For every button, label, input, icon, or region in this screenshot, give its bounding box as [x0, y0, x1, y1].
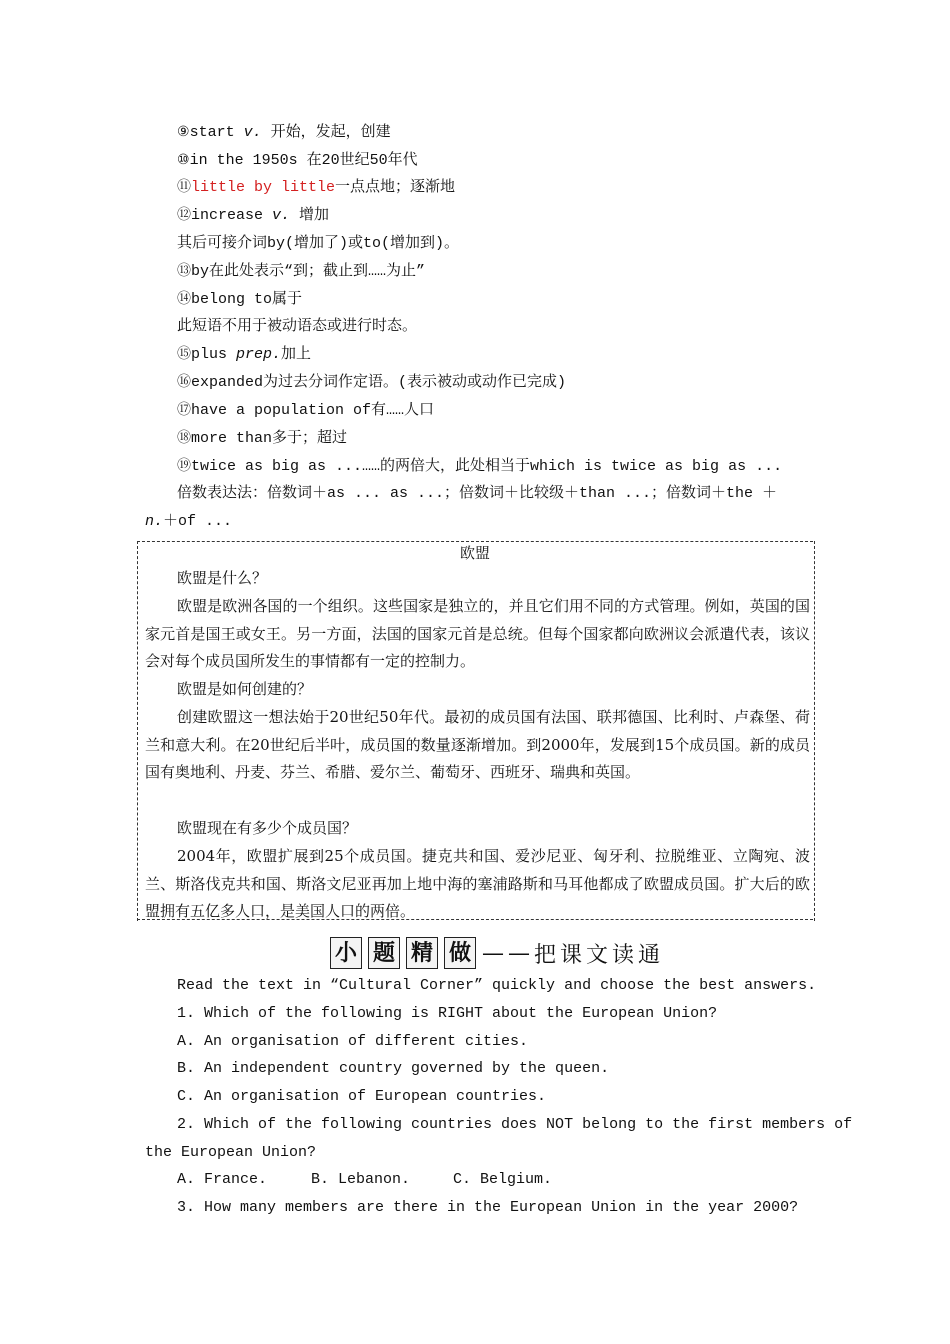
- question-1-option-c: C. An organisation of European countries.: [177, 1088, 547, 1105]
- eu-box-title: 欧盟: [459, 544, 490, 562]
- eu-answer-2: 创建欧盟这一想法始于20世纪50年代。最初的成员国有法国、联邦德国、比利时、卢森堡、荷兰和意大利。在20世纪后半叶，成员国的数量逐渐增加。到2000年，发展到15个成员国。新的成员国有奥地利、丹麦、芬兰、希腊、爱尔兰、葡萄牙、西班牙、瑞典和英国。: [145, 708, 810, 782]
- note-14-detail: 此短语不用于被动语态或进行时态。: [177, 318, 418, 335]
- multiplier-note-line1: 倍数表达法：倍数词＋as ... as ...；倍数词＋比较级＋than ...；倍数词＋the ＋: [177, 485, 778, 502]
- question-1-option-b: B. An independent country governed by the queen.: [177, 1060, 610, 1077]
- eu-box-top-border: [137, 541, 813, 542]
- note-16: ⑯expanded为过去分词作定语。(表示被动或动作已完成): [177, 374, 567, 391]
- note-11: ⑪little by little一点点地；逐渐地: [177, 179, 456, 196]
- question-1-option-a: A. An organisation of different cities.: [177, 1033, 529, 1050]
- note-15: ⑮plus prep.加上: [177, 346, 312, 363]
- eu-question-3: 欧盟现在有多少个成员国？: [177, 819, 358, 837]
- note-13: ⑬by在此处表示“到；截止到……为止”: [177, 263, 426, 280]
- note-12: ⑫increase v. 增加: [177, 207, 330, 224]
- note-10: ⑩in the 1950s 在20世纪50年代: [177, 152, 418, 169]
- question-2-option-c: C. Belgium.: [453, 1171, 553, 1188]
- eu-question-2: 欧盟是如何创建的？: [177, 680, 313, 698]
- heading-dash: ——: [482, 940, 534, 966]
- note-9: ⑨start v. 开始，发起，创建: [177, 124, 391, 141]
- note-17: ⑰have a population of有……人口: [177, 402, 435, 419]
- note-19: ⑲twice as big as ...……的两倍大，此处相当于which is twice as big as ...: [177, 458, 783, 475]
- question-2-options: [177, 1170, 552, 1190]
- question-2-option-b: B. Lebanon.: [311, 1171, 411, 1188]
- question-1: 1. Which of the following is RIGHT about the European Union?: [177, 1005, 718, 1022]
- question-3: 3. How many members are there in the European Union in the year 2000?: [177, 1199, 799, 1216]
- heading-char-4: 做: [444, 937, 476, 969]
- heading-char-3: 精: [406, 937, 438, 969]
- eu-answer-1: 欧盟是欧洲各国的一个组织。这些国家是独立的，并且它们用不同的方式管理。例如，英国的国家元首是国王或女王。另一方面，法国的国家元首是总统。但每个国家都向欧洲议会派遣代表，该议会对每个成员国所发生的事情都有一定的控制力。: [145, 597, 810, 671]
- heading-text: 把课文读通: [534, 942, 665, 968]
- question-2-option-a: A. France.: [177, 1171, 268, 1188]
- heading-char-2: 题: [368, 937, 400, 969]
- exercise-instruction: Read the text in “Cultural Corner” quickly and choose the best answers.: [177, 977, 817, 994]
- note-14: ⑭belong to属于: [177, 291, 303, 308]
- question-2: 2. Which of the following countries does NOT belong to the first members of: [177, 1116, 853, 1133]
- section-heading: [330, 936, 664, 970]
- note-18: ⑱more than多于；超过: [177, 430, 348, 447]
- question-2-continued: the European Union?: [145, 1144, 317, 1161]
- multiplier-note-line2: n.＋of ...: [145, 513, 233, 530]
- eu-answer-3: 2004年，欧盟扩展到25个成员国。捷克共和国、爱沙尼亚、匈牙利、拉脱维亚、立陶宛、波兰、斯洛伐克共和国、斯洛文尼亚再加上地中海的塞浦路斯和马耳他都成了欧盟成员国。扩大后的欧盟拥有五亿多人口，是美国人口的两倍。: [145, 847, 810, 921]
- eu-question-1: 欧盟是什么？: [177, 569, 268, 587]
- note-12-detail: 其后可接介词by(增加了)或to(增加到)。: [177, 235, 460, 252]
- heading-char-1: 小: [330, 937, 362, 969]
